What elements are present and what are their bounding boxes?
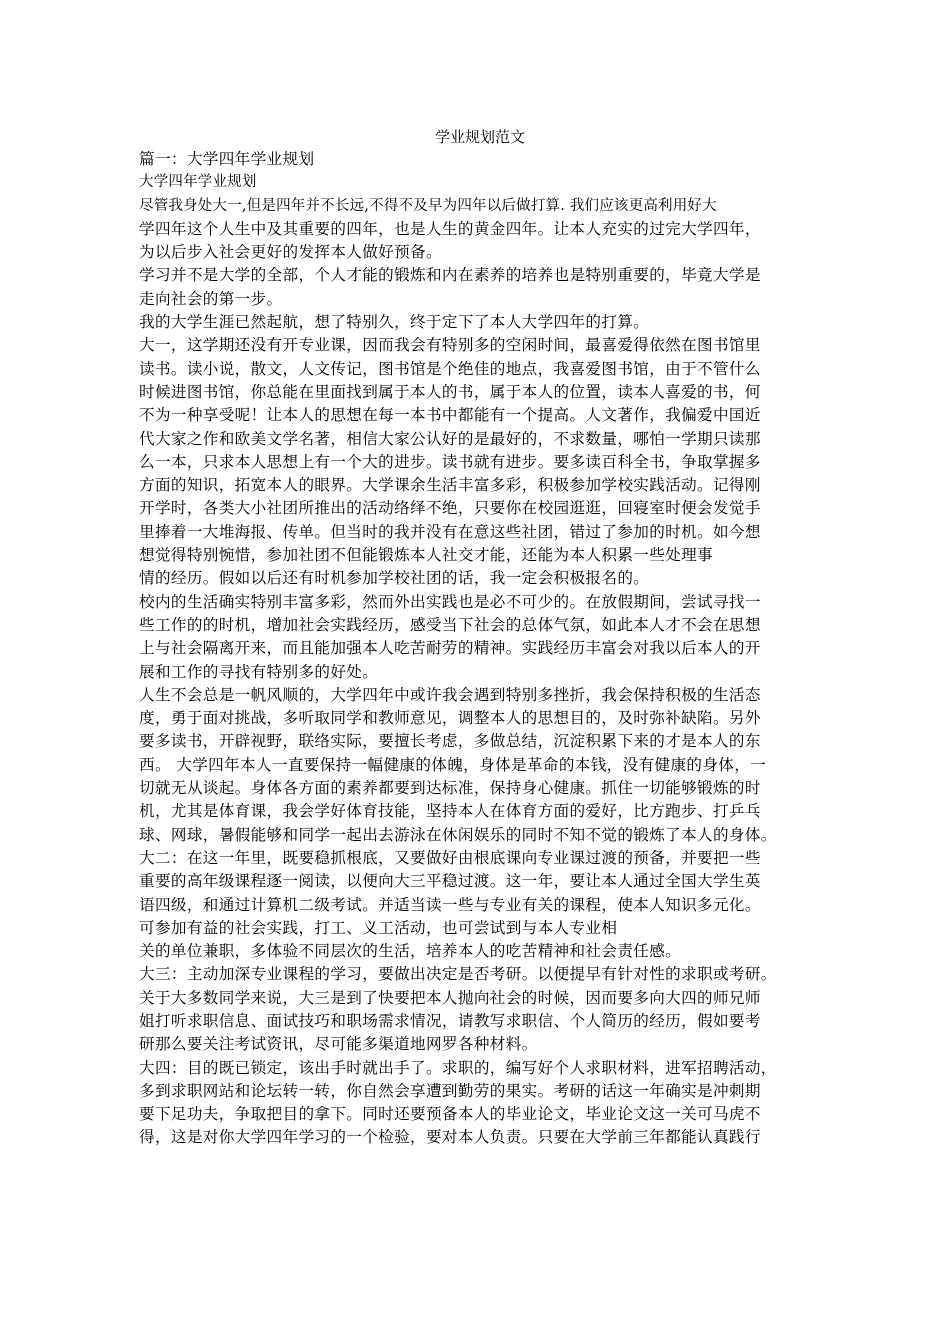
text-line: 大学四年学业规划 xyxy=(139,174,257,191)
text-line: 度，勇于面对挑战，多听取同学和教师意见，调整本人的思想目的，及时弥补缺陷。另外 xyxy=(139,709,761,728)
text-line: 篇一：大学四年学业规划 xyxy=(139,150,315,168)
text-line: 情的经历。假如以后还有时机参加学校社团的话，我一定会积极报名的。 xyxy=(139,569,650,588)
text-line: 大一，这学期还没有开专业课，因而我会有特别多的空闲时间，最喜爱得依然在图书馆里 xyxy=(139,336,761,355)
text-line: 展和工作的寻找有特别多的好处。 xyxy=(139,662,379,681)
text-line: 大二：在这一年里，既要稳抓根底，又要做好由根底课向专业课过渡的预备，并要把一些 xyxy=(139,848,761,867)
text-line: 大四：目的既已锁定，该出手时就出手了。求职的，编写好个人求职材料，进军招聘活动， xyxy=(139,1058,777,1077)
text-line: 姐打听求职信息、面试技巧和职场需求情况，请教写求职信、个人简历的经历，假如要考 xyxy=(139,1011,761,1030)
text-line: 校内的生活确实特别丰富多彩，然而外出实践也是必不可少的。在放假期间，尝试寻找一 xyxy=(139,592,761,611)
text-line: 走向社会的第一步。 xyxy=(139,289,283,308)
text-line: 大三：主动加深专业课程的学习，要做出决定是否考研。以便提早有针对性的求职或考研。 xyxy=(139,965,777,984)
text-line: 语四级，和通过计算机二级考试。并适当读一些与专业有关的课程，使本人知识多元化。 xyxy=(139,895,761,914)
text-line: 代大家之作和欧美文学名著，相信大家公认好的是最好的，不求数量，哪怕一学期只读那 xyxy=(139,429,761,448)
text-line: 里捧着一大堆海报、传单。但当时的我并没有在意这些社团，错过了参加的时机。如今想 xyxy=(139,522,761,541)
text-line: 学习并不是大学的全部，个人才能的锻炼和内在素养的培养也是特别重要的，毕竟大学是 xyxy=(139,266,761,285)
text-line: 时候进图书馆，你总能在里面找到属于本人的书，属于本人的位置，读本人喜爱的书，何 xyxy=(139,382,761,401)
text-line: 学四年这个人生中及其重要的四年，也是人生的黄金四年。让本人充实的过完大学四年， xyxy=(139,219,761,238)
text-line: 西。 大学四年本人一直要保持一幅健康的体魄，身体是革命的本钱，没有健康的身体，一 xyxy=(139,755,767,774)
text-line: 尽管我身处大一,但是四年并不长远,不得不及早为四年以后做打算. 我们应该更高利用好大 xyxy=(139,197,717,214)
text-line: 人生不会总是一帆风顺的，大学四年中或许我会遇到特别多挫折，我会保持积极的生活态 xyxy=(139,685,761,704)
text-line: 上与社会隔离开来，而且能加强本人吃苦耐劳的精神。实践经历丰富会对我以后本人的开 xyxy=(139,639,761,658)
text-line: 开学时，各类大小社团所推出的活动络绎不绝，只要你在校园逛逛，回寝室时便会发觉手 xyxy=(139,499,761,518)
text-line: 方面的知识，拓宽本人的眼界。大学课余生活丰富多彩，积极参加学校实践活动。记得刚 xyxy=(139,476,761,495)
document-body xyxy=(139,148,821,1150)
text-line: 关的单位兼职，多体验不同层次的生活，培养本人的吃苦精神和社会责任感。 xyxy=(139,942,682,961)
text-line: 重要的高年级课程逐一阅读，以便向大三平稳过渡。这一年，要让本人通过全国大学生英 xyxy=(139,872,761,891)
text-line: 不为一种享受呢！让本人的思想在每一本书中都能有一个提高。人文著作，我偏爱中国近 xyxy=(139,406,761,425)
text-line: 多到求职网站和论坛转一转，你自然会享遭到勤劳的果实。考研的话这一年确实是冲刺期 xyxy=(139,1081,761,1100)
document-page xyxy=(139,126,821,1150)
text-line: 得，这是对你大学四年学习的一个检验，要对本人负责。只要在大学前三年都能认真践行 xyxy=(139,1128,761,1147)
text-line: 些工作的的时机，增加社会实践经历，感受当下社会的总体气氛，如此本人才不会在思想 xyxy=(139,615,761,634)
text-line: 研那么要关注考试资讯，尽可能多渠道地网罗各种材料。 xyxy=(139,1035,538,1054)
text-line: 为以后步入社会更好的发挥本人做好预备。 xyxy=(139,243,442,262)
text-line: 关于大多数同学来说，大三是到了快要把本人抛向社会的时候，因而要多向大四的师兄师 xyxy=(139,988,761,1007)
text-line: 切就无从谈起。身体各方面的素养都要到达标准，保持身心健康。抓住一切能够锻炼的时 xyxy=(139,779,761,798)
text-line: 可参加有益的社会实践，打工、义工活动，也可尝试到与本人专业相 xyxy=(139,918,618,937)
document-title: 学业规划范文 xyxy=(434,128,525,146)
text-line: 要多读书，开辟视野，联络实际，要擅长考虑，多做总结，沉淀积累下来的才是本人的东 xyxy=(139,732,761,751)
text-line: 想觉得特别惋惜，参加社团不但能锻炼本人社交才能，还能为本人积累一些处理事 xyxy=(139,546,713,565)
text-line: 么一本，只求本人思想上有一个大的进步。读书就有进步。要多读百科全书，争取掌握多 xyxy=(139,452,761,471)
text-line: 要下足功夫，争取把目的拿下。同时还要预备本人的毕业论文，毕业论文这一关可马虎不 xyxy=(139,1105,761,1124)
text-line: 读书。读小说，散文，人文传记，图书馆是个绝佳的地点，我喜爱图书馆，由于不管什么 xyxy=(139,359,761,378)
text-line: 我的大学生涯已然起航，想了特别久，终于定下了本人大学四年的打算。 xyxy=(139,313,650,332)
text-line: 球、网球，暑假能够和同学一起出去游泳在休闲娱乐的同时不知不觉的锻炼了本人的身体。 xyxy=(139,825,777,844)
text-line: 机，尤其是体育课，我会学好体育技能，坚持本人在体育方面的爱好，比方跑步、打乒乓 xyxy=(139,802,761,821)
